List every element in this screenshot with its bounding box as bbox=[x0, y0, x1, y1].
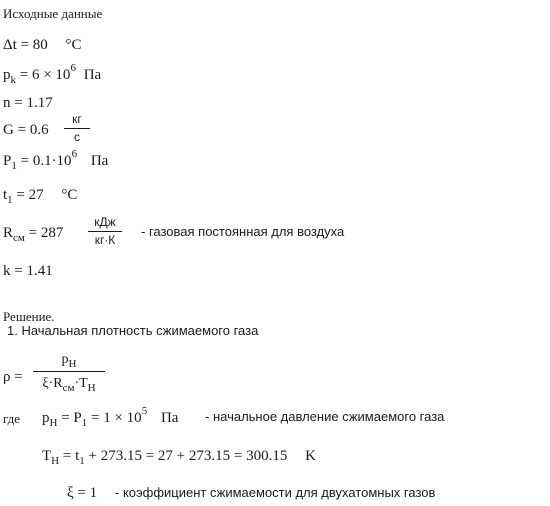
g-line: G = 0.6 bbox=[3, 122, 49, 138]
t1-line: $t_1 = 27$ °C bbox=[3, 187, 78, 206]
g-unit-fraction: кг с bbox=[64, 112, 90, 145]
rcm-line: $R_{см} = 287$ bbox=[3, 225, 64, 244]
rcm-note: - газовая постоянная для воздуха bbox=[141, 224, 345, 239]
n-line: n = 1.17 bbox=[3, 95, 53, 111]
dt-line: Δt = 80 °C bbox=[3, 37, 82, 53]
xi-note: - коэффициент сжимаемости для двухатомных газов bbox=[115, 485, 436, 500]
rho-lhs: ρ = bbox=[3, 369, 23, 385]
step-1-title: 1. Начальная плотность сжимаемого газа bbox=[7, 323, 259, 338]
k-line: k = 1.41 bbox=[3, 263, 53, 279]
solution-title: Решение. bbox=[3, 309, 55, 324]
p1-line: $P_1 = 0.1\cdot 10^6$ Па bbox=[3, 148, 109, 172]
pk-line: $p_k = 6 \times 10^6$ Па bbox=[3, 62, 102, 86]
where-label: где bbox=[3, 411, 21, 426]
rho-fraction: $p_Н$ $\xi\cdot R_{см}\cdot T_Н$ bbox=[33, 352, 105, 391]
pn-note: - начальное давление сжимаемого газа bbox=[205, 409, 445, 424]
given-heading: Исходные данные bbox=[3, 6, 103, 21]
tn-line: $T_Н = t_1 + 273.15 = 27 + 273.15 = 300.15$ K bbox=[42, 448, 316, 467]
rcm-unit-fraction: кДж кг·К bbox=[88, 215, 122, 248]
xi-line: ξ = 1 bbox=[67, 485, 98, 501]
pn-line: $p_Н = P_1 = 1 \times 10^5$ Па bbox=[42, 405, 179, 429]
